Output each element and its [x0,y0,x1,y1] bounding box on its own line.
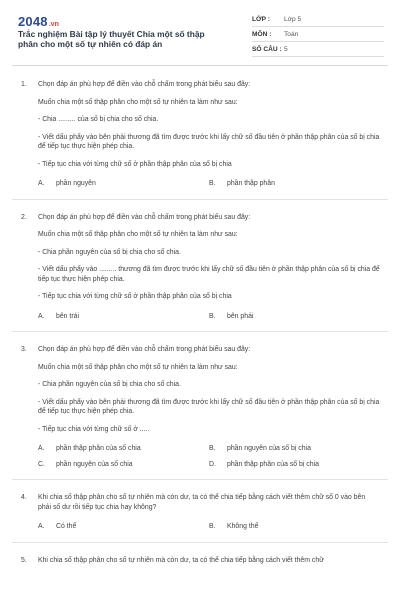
answer-option-b[interactable]: B. Không thể [209,523,259,530]
meta-row-count [252,42,384,57]
page-title: Trắc nghiệm Bài tập lý thuyết Chia một số thập phân cho một số tự nhiên có đáp án [18,29,205,49]
logo-number: 2048 [18,14,48,29]
answer-option-d[interactable]: D. phần thập phân của số bị chia [209,460,319,468]
answer-option-a[interactable]: A. bên trái [38,312,79,320]
question-prompt: Chọn đáp án phù hợp để điền vào chỗ chấm trong phát biểu sau đây: [38,81,251,88]
answer-options [38,444,380,469]
question-2 [0,213,400,322]
meta-row-grade [252,12,384,27]
answer-option-a[interactable]: A. phần thập phân của số chia [38,445,141,452]
meta-row-subject [252,27,384,42]
question-number: 4. [21,494,27,501]
meta-key: MÔN : [252,30,272,38]
question-line: - Viết dấu phẩy vào bên phải thương đã tìm được trước khi lấy chữ số đầu tiên ở phần thập phân của số bị chia để tiếp tục thực hiện phép chia. [38,398,380,415]
question-line: - Chia phần nguyên của số bị chia cho số chia. [38,248,181,256]
question-line: Muốn chia một số thập phân cho một số tự nhiên ta làm như sau: [38,231,238,238]
question-1 [0,80,400,189]
meta-value: Toán [284,30,299,38]
header-divider [12,65,388,66]
question-line: - Tiếp tục chia với từng chữ số ở ..... [38,425,150,433]
meta-table [252,12,384,57]
meta-value: 5 [284,45,288,53]
meta-key: SỐ CÂU : [252,45,282,53]
question-line: Muốn chia một số thập phân cho một số tự nhiên ta làm như sau: [38,363,238,371]
question-line: - Viết dấu phẩy vào ......... thương đã tìm được trước khi lấy chữ số đầu tiên ở phần thập phân của số bị chia để tiếp tục thực hiện phép chia. [38,266,380,283]
question-divider [12,479,388,480]
logo-domain: .vn [48,21,59,28]
question-line: - Viết dấu phẩy vào bên phải thương đã tìm được trước khi lấy chữ số đầu tiên ở phần thập phân của số bị chia để tiếp tục thực hiện phép chia. [38,133,380,150]
question-5 [0,556,400,566]
question-number: 2. [21,213,27,221]
answer-options [38,312,380,322]
meta-value: Lớp 5 [284,15,302,23]
question-number: 5. [21,556,27,564]
question-list [0,80,400,573]
question-divider [12,331,388,332]
question-line: Muốn chia một số thập phân cho một số tự nhiên ta làm như sau: [38,98,238,106]
question-prompt: Chọn đáp án phù hợp để điền vào chỗ chấm trong phát biểu sau đây: [38,213,251,221]
question-3 [0,345,400,469]
answer-option-c[interactable]: C. phần nguyên của số chia [38,460,133,468]
question-prompt: Khi chia số thập phân cho số tự nhiên mà còn dư, ta có thể chia tiếp bằng cách viết thêm chữ [38,556,324,564]
answer-option-a[interactable]: A. phần nguyên [38,180,96,187]
page-header [0,0,400,60]
question-divider [12,542,388,543]
answer-option-b[interactable]: B. bên phải [209,312,254,320]
meta-key: LỚP : [252,15,270,23]
site-logo[interactable] [18,14,59,29]
question-prompt: Khi chia số thập phân cho số tự nhiên mà còn dư, ta có thể chia tiếp bằng cách viết thêm chữ số 0 vào bên phải số dư rồi tiếp tục chia hay không? [38,494,366,511]
answer-option-a[interactable]: A. Có thể [38,523,77,530]
question-line: - Chia phần nguyên của số bị chia cho số chia. [38,381,181,388]
question-number: 1. [21,81,27,88]
question-line: - Chia ......... của số bị chia cho số chia. [38,116,159,123]
answer-option-b[interactable]: B. phần nguyên của số bị chia [209,445,311,452]
answer-options [38,179,380,189]
answer-options [38,522,380,532]
question-prompt: Chọn đáp án phù hợp để điền vào chỗ chấm trong phát biểu sau đây: [38,346,251,353]
question-line: - Tiếp tục chia với từng chữ số ở phần thập phân của số bị chia [38,160,232,168]
question-divider [12,199,388,200]
question-line: - Tiếp tục chia với từng chữ số ở phần thập phân của số bị chia [38,293,232,300]
question-4 [0,493,400,532]
question-number: 3. [21,346,27,353]
answer-option-b[interactable]: B. phần thập phân [209,180,275,187]
